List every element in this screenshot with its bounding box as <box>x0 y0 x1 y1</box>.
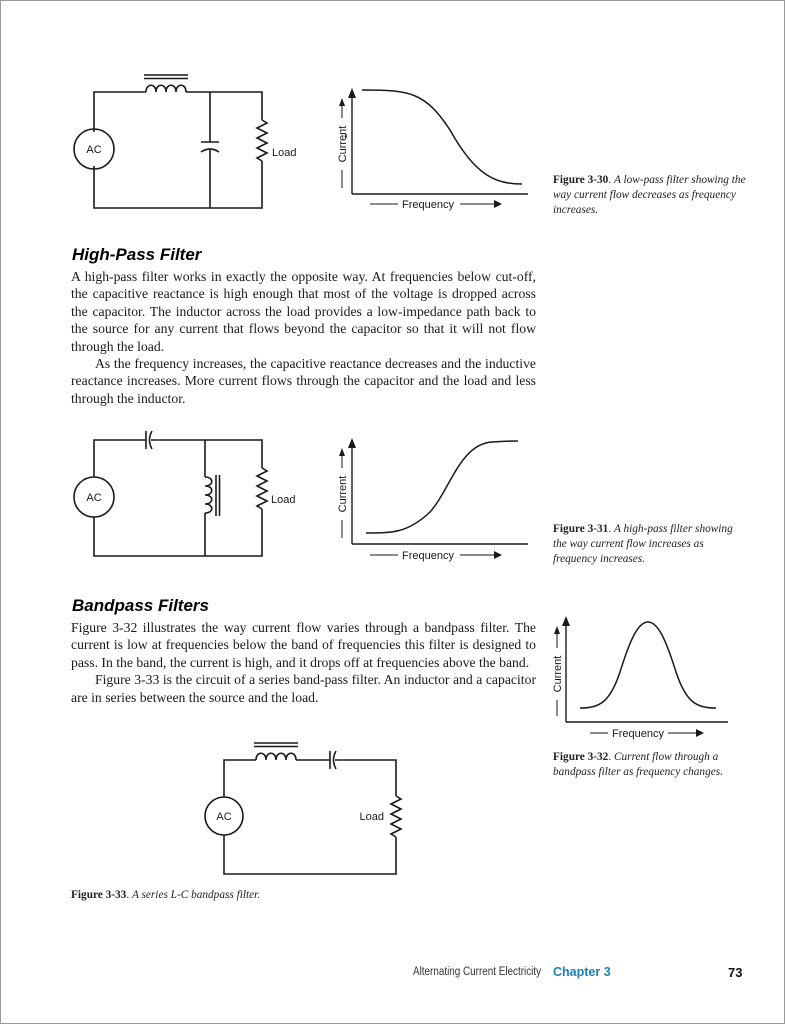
fig33-circuit <box>200 740 415 880</box>
caption-number: Figure 3-30 <box>553 174 609 186</box>
load-label: Load <box>359 811 384 823</box>
ac-source-label: AC <box>216 811 232 823</box>
paragraph: As the frequency increases, the capacitive reactance decreases and the inductive reactance increases. More current flows through the capacitor and the load and less through the inductor. <box>71 356 536 406</box>
fig30-circuit <box>60 60 297 220</box>
ac-source-label: AC <box>86 492 102 504</box>
xlabel: Frequency <box>402 199 454 211</box>
caption-text: A series L-C bandpass filter. <box>131 889 261 901</box>
fig31-graph <box>330 430 530 565</box>
xlabel: Frequency <box>612 728 664 740</box>
fig33-caption: Figure 3-33. A series L-C bandpass filter. <box>71 889 261 901</box>
paragraph: Figure 3-32 illustrates the way current flow varies through a bandpass filter. The current is low at frequencies below the band of frequencies this filter is designed to pass. In the band, the current is high, and it drops off at frequencies above the band. <box>71 620 536 670</box>
section-heading: Bandpass Filters <box>72 596 209 615</box>
highpass-body <box>71 268 536 407</box>
section-heading: High-Pass Filter <box>72 245 202 264</box>
page-number: 73 <box>728 965 743 980</box>
current-curve <box>580 622 716 708</box>
xlabel: Frequency <box>402 550 454 562</box>
ylabel: Current <box>337 475 349 513</box>
fig30-caption: Figure 3-30. A low-pass filter showing the way current flow decreases as frequency increases. <box>553 174 746 216</box>
paragraph: A high-pass filter works in exactly the opposite way. At frequencies below cut-off, the capacitive reactance is high enough that most of the voltage is dropped across the capacitor. The inductor across the load provides a low-impedance path back to the source for any current that flows beyond the capacitor so that it will not flow through the load. <box>71 269 536 354</box>
caption-number: Figure 3-31 <box>553 523 609 535</box>
current-curve <box>362 90 522 184</box>
ac-source-label: AC <box>86 144 102 156</box>
paragraph: Figure 3-33 is the circuit of a series band-pass filter. An inductor and a capacitor are in series between the source and the load. <box>71 672 536 705</box>
current-curve <box>366 441 518 533</box>
fig31-caption: Figure 3-31. A high-pass filter showing the way current flow increases as frequency increases. <box>553 523 733 565</box>
load-label: Load <box>271 494 296 506</box>
load-label: Load <box>272 147 297 159</box>
caption-number: Figure 3-33 <box>71 889 127 901</box>
fig32-caption: Figure 3-32. Current flow through a bandpass filter as frequency changes. <box>553 751 723 778</box>
caption-text: Current flow through a bandpass filter as frequency changes. <box>553 751 723 778</box>
bandpass-body <box>71 619 536 706</box>
ylabel: Current <box>337 125 349 163</box>
running-footer-chapter: Chapter 3 <box>553 965 611 979</box>
caption-text: A high-pass filter showing the way current flow increases as frequency increases. <box>553 523 733 565</box>
fig30-graph <box>330 80 530 215</box>
fig32-graph <box>548 612 733 744</box>
caption-number: Figure 3-32 <box>553 751 609 763</box>
running-footer-title: Alternating Current Electricity <box>413 966 542 978</box>
ylabel: Current <box>552 655 564 693</box>
fig31-circuit <box>60 420 296 565</box>
caption-text: A low-pass filter showing the way current flow decreases as frequency increases. <box>553 174 746 216</box>
